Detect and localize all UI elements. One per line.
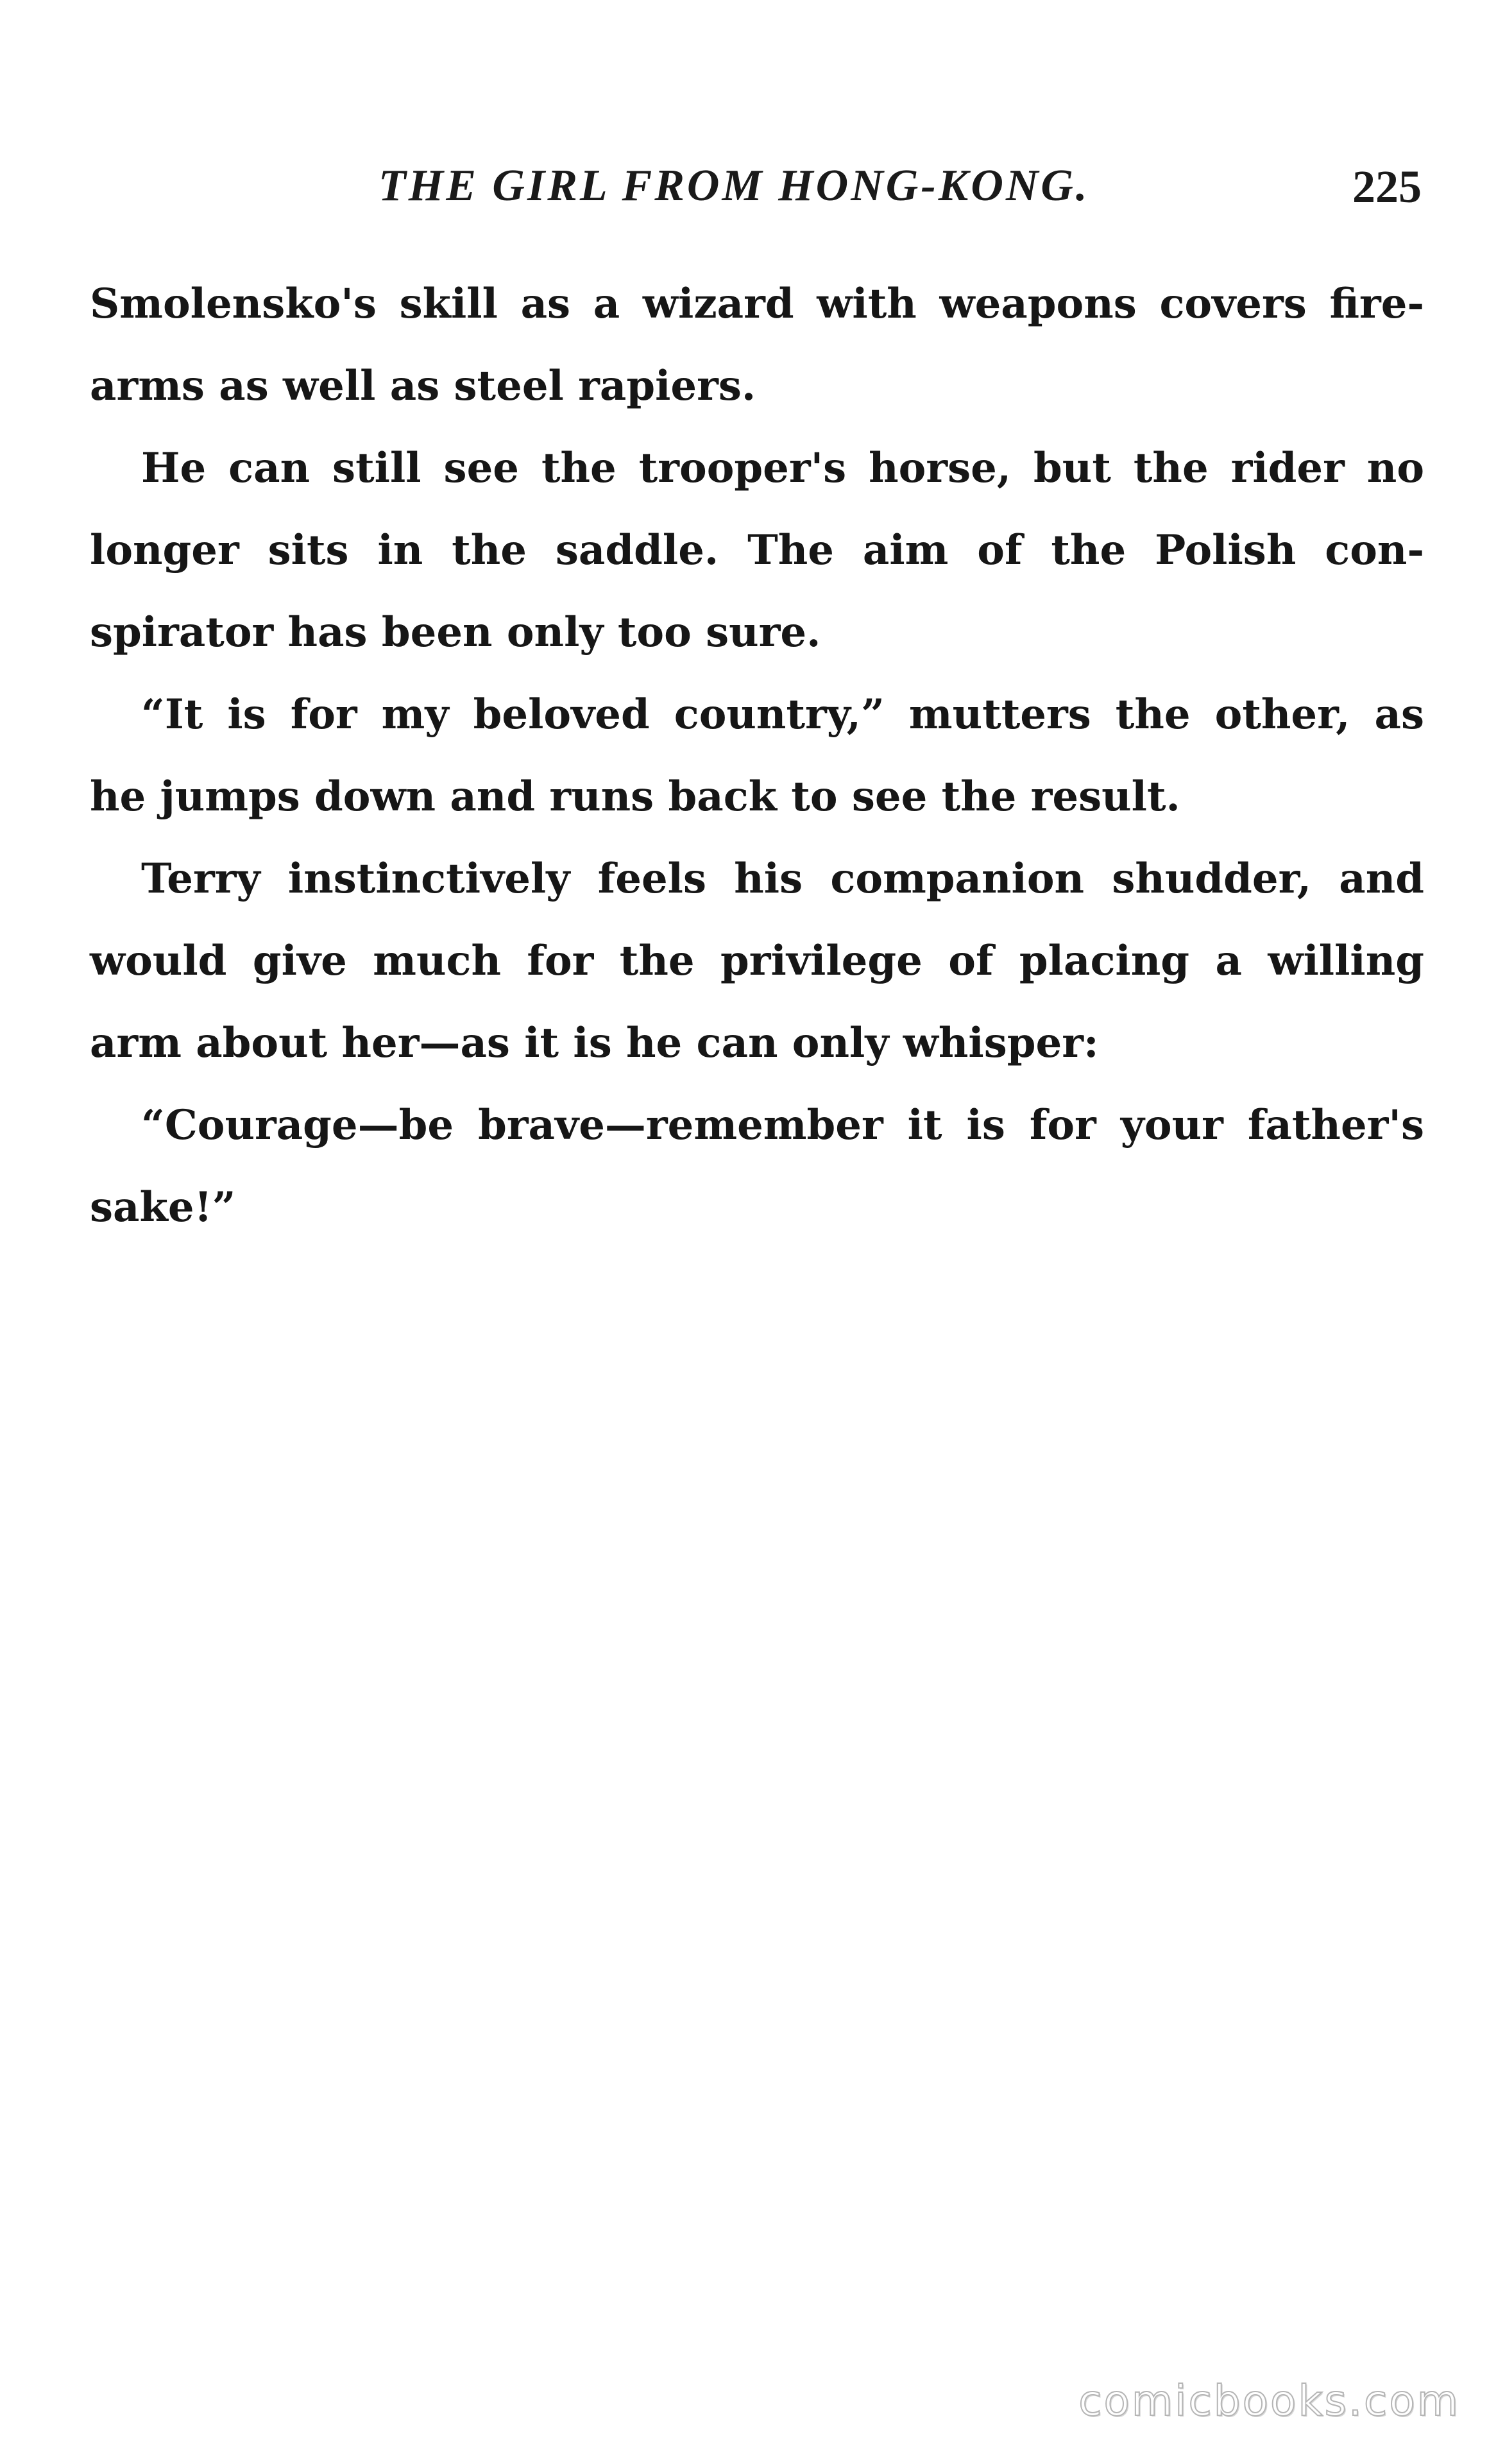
text-line: sake!” [90,1183,236,1231]
text-line: longer sits in the saddle. The aim of the Polish con- [90,526,1424,574]
body-text [90,263,1424,1249]
page-number: 225 [1352,161,1422,212]
text-line: spirator has been only too sure. [90,608,821,656]
text-line: “It is for my beloved country,” mutters the other, as [141,690,1424,739]
text-line: Smolensko's skill as a wizard with weapons covers fire- [90,280,1424,328]
text-line: he jumps down and runs back to see the result. [90,773,1180,821]
text-line: would give much for the privilege of placing a willing [90,937,1424,985]
site-watermark: comicbooks.com [1078,2376,1460,2426]
running-title: THE GIRL FROM HONG-KONG. [378,161,1090,210]
text-line: He can still see the trooper's horse, but the rider no [141,444,1424,492]
text-line: arm about her—as it is he can only whisper: [90,1019,1099,1067]
text-line: Terry instinctively feels his companion shudder, and [141,855,1424,903]
text-line: arms as well as steel rapiers. [90,362,756,410]
text-line: “Courage—be brave—remember it is for your father's [141,1101,1424,1149]
